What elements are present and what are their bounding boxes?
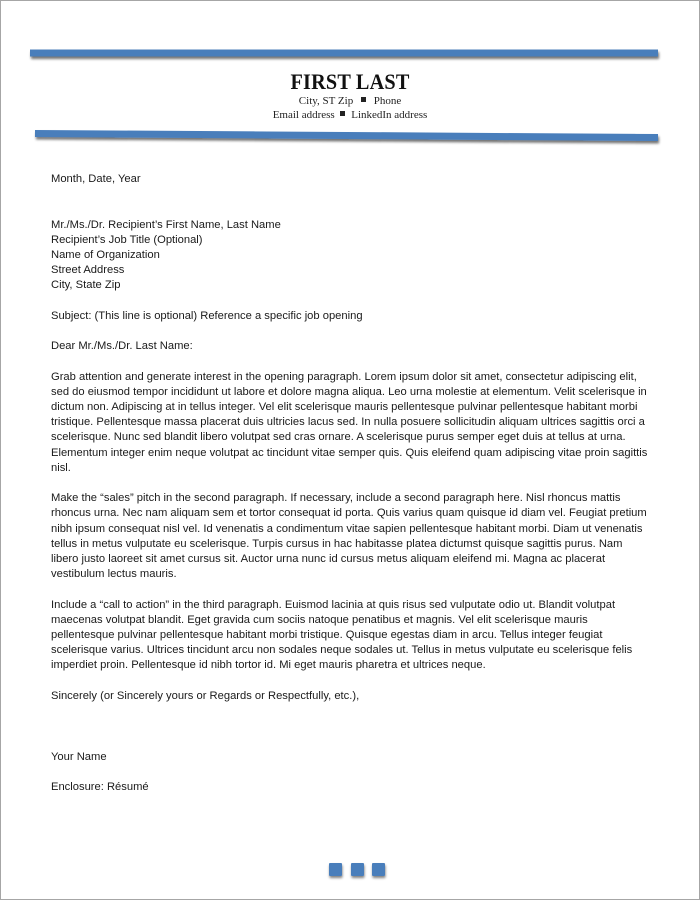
sender-linkedin: LinkedIn address bbox=[351, 108, 428, 121]
letterhead bbox=[1, 69, 699, 122]
sender-email: Email address bbox=[272, 108, 335, 121]
letter-date: Month, Date, Year bbox=[51, 173, 141, 185]
square-bullet-icon bbox=[340, 111, 345, 116]
recipient-organization: Name of Organization bbox=[51, 249, 160, 261]
square-bullet-icon bbox=[361, 97, 366, 102]
square-dot-icon bbox=[351, 863, 364, 876]
contact-line-1 bbox=[1, 95, 699, 109]
bottom-accent-bar bbox=[35, 130, 658, 141]
sender-phone: Phone bbox=[373, 95, 402, 107]
call-to-action-paragraph: Include a “call to action” in the third paragraph. Euismod lacinia at quis risus sed vulputate odio ut. Blandit volutpat maecenas volutpat blandit. Eget gravida cum sociis natoque penatibus et magnis. Vel elit scelerisque mauris pellentesque pulvinar pellentesque habitant morbi tristique. Quisque egestas diam in arcu. Tellus integer feugiat scelerisque varius. Ultrices tincidunt arcu non sodales neque sodales ut. Tellus in metus vulputate eu scelerisque felis imperdiet proin. Pellentesque id nibh tortor id. Mi eget mauris pharetra et ultrices neque. bbox=[51, 598, 633, 672]
recipient-block bbox=[51, 218, 651, 294]
sender-name: FIRST LAST bbox=[290, 69, 410, 94]
recipient-city-state-zip: City, State Zip bbox=[51, 279, 121, 292]
subject-line: Subject: (This line is optional) Reference a specific job opening bbox=[51, 309, 363, 322]
contact-line-2 bbox=[1, 109, 699, 123]
salutation: Dear Mr./Ms./Dr. Last Name: bbox=[51, 340, 193, 353]
letter-body bbox=[51, 172, 651, 795]
square-dot-icon bbox=[329, 863, 342, 876]
recipient-street: Street Address bbox=[51, 264, 125, 277]
opening-paragraph: Grab attention and generate interest in the opening paragraph. Lorem ipsum dolor sit amet, consectetur adipiscing elit, sed do eiusmod tempor incididunt ut labore et dolore magna aliqua. Leo urna molestie at elementum. Velit scelerisque in dictum non. Adipiscing at in tellus integer. Vel elit scelerisque mauris pellentesque pulvinar pellentesque habitant morbi tristique. Pellentesque massa placerat duis ultricies lacus sed. In nulla posuere sollicitudin aliquam ultrices sagittis orci a scelerisque. Nunc sed blandit libero volutpat sed cras ornare. A scelerisque purus semper eget duis at tellus at urna. Elementum integer enim neque volutpat ac tincidunt vitae semper quis. Quis eleifend quam adipiscing vitae proin sagittis nisl. bbox=[51, 370, 648, 474]
signature-name: Your Name bbox=[51, 750, 107, 763]
sender-city: City, ST Zip bbox=[298, 95, 354, 107]
top-accent-bar bbox=[30, 50, 658, 57]
closing: Sincerely (or Sincerely yours or Regards or Respectfully, etc.), bbox=[51, 689, 360, 702]
recipient-job-title: Recipient’s Job Title (Optional) bbox=[51, 233, 203, 246]
footer-decoration bbox=[1, 851, 700, 891]
enclosure-line: Enclosure: Résumé bbox=[51, 780, 149, 793]
recipient-name: Mr./Ms./Dr. Recipient’s First Name, Last Name bbox=[51, 218, 281, 231]
square-dot-icon bbox=[372, 863, 385, 876]
sales-paragraph: Make the “sales” pitch in the second paragraph. If necessary, include a second paragraph here. Nisl rhoncus mattis rhoncus urna. Nec nam aliquam sem et tortor consequat id porta. Quis varius quam quisque id diam vel. Feugiat pretium nibh ipsum consequat nisl vel. Id venenatis a condimentum vitae sapien pellentesque habitant morbi. Diam ut venenatis tellus in metus vulputate eu scelerisque. Turpis cursus in hac habitasse platea dictumst quisque sagittis purus. Nam libero justo laoreet sit amet cursus sit. Auctor urna nunc id cursus metus aliquam eleifend mi. Magna ac placerat vestibulum lectus mauris. bbox=[51, 492, 647, 581]
